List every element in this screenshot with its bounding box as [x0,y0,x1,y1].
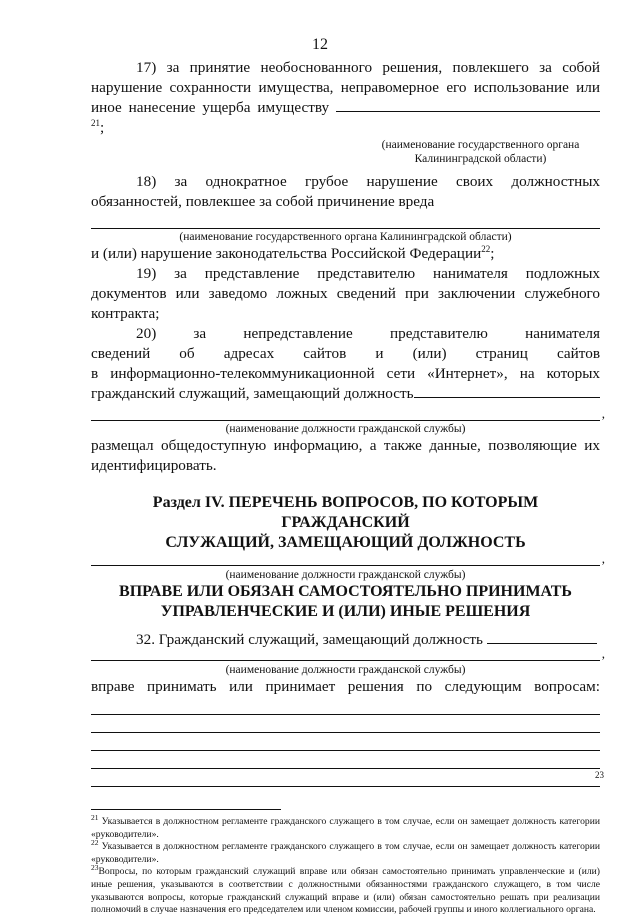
item-17-text: иное нанесение ущерба имуществу [91,99,330,116]
item-17-blank[interactable] [336,111,600,112]
item-20-line-3: в информационно-телекоммуникационной сети «Интернет», на которых [91,365,600,382]
item-20-text: гражданский служащий, замещающий должность [91,385,414,402]
item-32-line-1 [91,630,600,650]
item-18-line-3 [91,244,600,264]
item-18-line-2: обязанностей, повлекшее за собой причинение вреда [91,193,435,210]
item-20-line-1: 20) за непредставление представителю нанимателя [136,325,600,342]
item-32-line-2: вправе принимать или принимает решения по следующим вопросам: [91,678,600,695]
footnote-22 [91,838,600,866]
footnote-21 [91,812,600,841]
item-18-punct: ; [490,245,495,262]
footnote-ref-22[interactable]: 22 [481,243,491,254]
item-17-punct: ; [100,119,105,136]
item-20-comma: , [601,406,605,421]
footnote-23-text: Вопросы, по которым гражданский служащий вправе или обязан самостоятельно принимать управленческие и (или) иные решения, указываются в соответствии с должностными обязанностями гражданского служащего, в том числе указываются вопросы, которые гражданский служащий вправе и (или) обязан самостоятельно решать при реализации полномочий в случае назначения его председателем или членом комиссии, рабочей группы и иного коллегиального органа. [91,866,600,916]
section-title-line-4: УПРАВЛЕНЧЕСКИЕ И (ИЛИ) ИНЫЕ РЕШЕНИЯ [160,603,531,620]
answer-line-1[interactable] [91,697,600,715]
item-20-blank-1[interactable] [414,397,600,398]
footnote-23 [91,863,600,916]
item-19-line-1: 19) за представление представителю нанимателя подложных [136,265,600,282]
footnote-21-number: 21 [91,812,99,822]
answer-line-4[interactable] [91,751,600,769]
footnote-22-number: 22 [91,838,99,847]
item-20-line-5: размещал общедоступную информацию, а также данные, позволяющие их [91,437,600,454]
item-18-text: и (или) нарушение законодательства Российской Федерации [91,245,482,262]
item-18-caption: (наименование государственного органа Калининградской области) [179,231,512,243]
item-18-blank[interactable] [91,212,600,229]
section-comma: , [601,551,605,566]
answer-line-3[interactable] [91,733,600,751]
item-17-caption-2: Калининградской области) [414,153,547,165]
item-32-blank-2[interactable] [91,646,605,661]
section-title-line-2: СЛУЖАЩИЙ, ЗАМЕЩАЮЩИЙ ДОЛЖНОСТЬ [165,534,526,551]
document-body [91,58,605,917]
item-17-line-1: 17) за принятие необоснованного решения, повлекшего за собой [136,59,600,76]
item-17-caption-1: (наименование государственного органа [381,139,580,151]
item-32-blank-1[interactable] [487,643,597,644]
section-title-line-1: Раздел IV. ПЕРЕЧЕНЬ ВОПРОСОВ, ПО КОТОРЫМ ГРАЖДАНСКИЙ [152,494,539,531]
page-number: 12 [312,36,328,53]
item-20-caption: (наименование должности гражданской службы) [225,423,466,435]
answer-line-2[interactable] [91,715,600,733]
footnote-22-text: Указывается в должностном регламенте гражданского служащего в том случае, если он замещает должность категории «руководители». [91,841,600,865]
item-20-line-2: сведений об адресах сайтов и (или) страниц сайтов [91,345,600,362]
item-32-caption: (наименование должности гражданской службы) [225,664,466,676]
item-17-line-2: нарушение сохранности имущества, неправомерное его использование или [91,79,600,96]
section-title-line-3: ВПРАВЕ ИЛИ ОБЯЗАН САМОСТОЯТЕЛЬНО ПРИНИМАТЬ [119,583,572,600]
item-20-blank-2[interactable] [91,404,605,421]
item-32-comma: , [601,646,605,661]
section-caption: (наименование должности гражданской службы) [225,569,466,581]
item-20-line-4 [91,384,600,404]
item-19-line-3: контракта; [91,305,160,322]
item-19-line-2: документов или заведомо ложных сведений при заключении служебного [91,285,600,302]
footnote-ref-21[interactable]: 21 [91,117,100,128]
item-17-line-3 [91,98,600,138]
section-position-blank[interactable] [91,551,605,566]
answer-line-5[interactable]: 23 [91,769,600,787]
item-18-line-1: 18) за однократное грубое нарушение своих должностных [136,173,600,190]
footnote-23-number: 23 [91,863,99,873]
item-32-text: 32. Гражданский служащий, замещающий должность [136,631,483,648]
footnote-21-text: Указывается в должностном регламенте гражданского служащего в том случае, если он замещает должность категории «руководители». [91,816,600,840]
item-20-line-6: идентифицировать. [91,457,217,474]
